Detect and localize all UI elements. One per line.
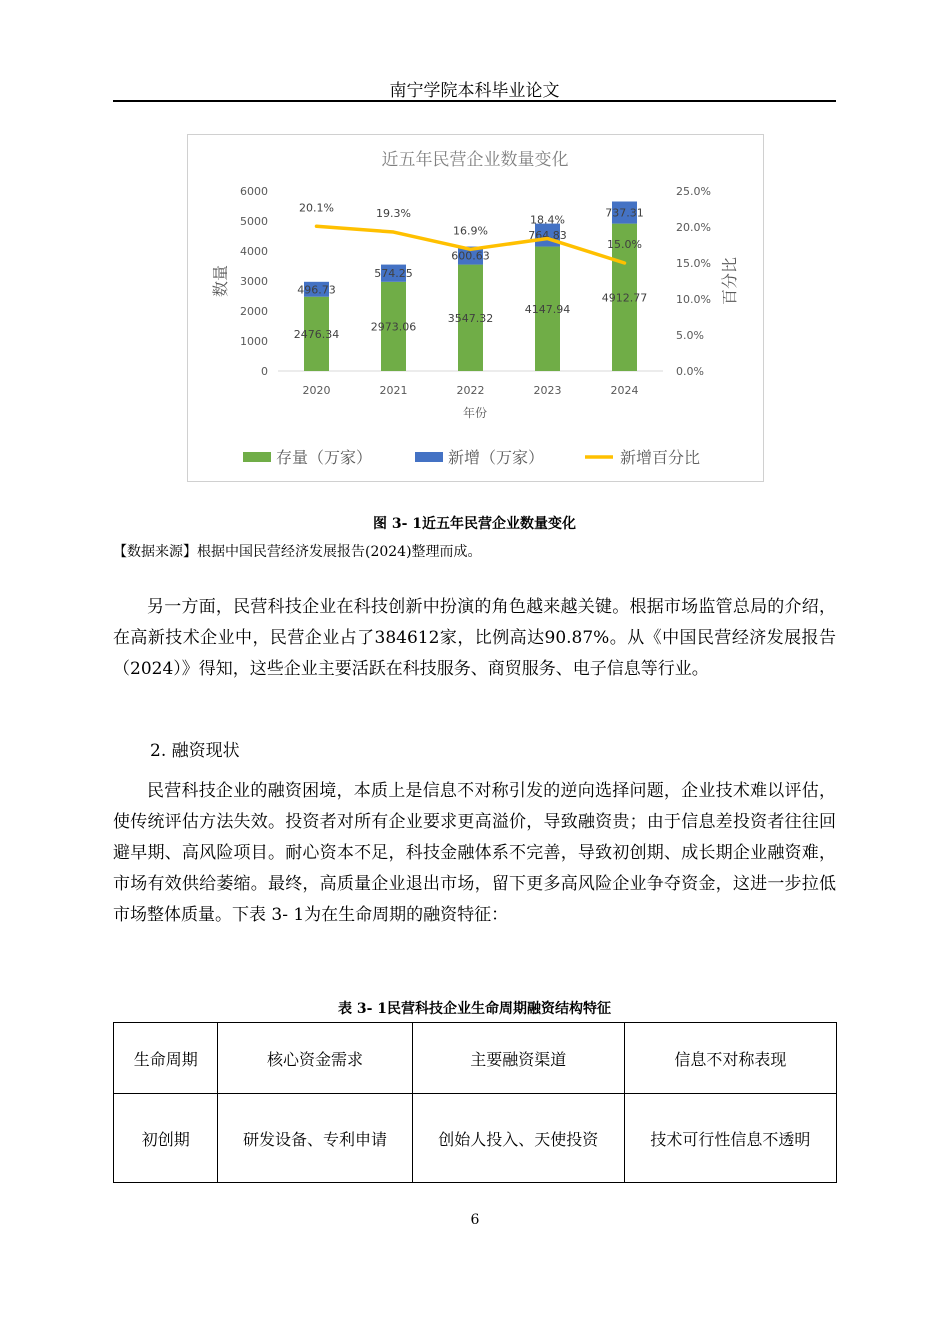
y2-tick-label: 5.0% — [676, 329, 704, 342]
chart-title: 近五年民营企业数量变化 — [381, 150, 569, 170]
y2-tick-label: 15.0% — [676, 257, 711, 270]
table-header-cell: 主要融资渠道 — [412, 1023, 624, 1094]
table-header-row — [114, 1023, 837, 1094]
y-tick-label: 2000 — [240, 305, 268, 318]
financing-table — [113, 1022, 837, 1183]
y-tick-label: 5000 — [240, 215, 268, 228]
figure-caption: 图 3- 1近五年民营企业数量变化 — [372, 516, 577, 532]
y2-tick-label: 10.0% — [676, 293, 711, 306]
page-number: 6 — [470, 1212, 480, 1228]
paragraph-2-text: 民营科技企业的融资困境，本质上是信息不对称引发的逆向选择问题，企业技术难以评估，使传统评估方法失效。投资者对所有企业要求更高溢价，导致融资贵；由于信息差投资者往往回避早期、高风险项目。耐心资本不足，科技金融体系不完善，导致初创期、成长期企业融资难，市场有效供给萎缩。最终，高质量企业退出市场，留下更多高风险企业争夺资金，这进一步拉低市场整体质量。下表 3- 1为在生命周期的融资特征： — [113, 781, 836, 925]
legend-swatch-added — [415, 452, 443, 462]
line-percent-label: 15.0% — [607, 238, 642, 251]
paragraph-1 — [113, 592, 836, 685]
bar-stock-label: 2973.06 — [370, 320, 417, 334]
table-caption: 表 3- 1民营科技企业生命周期融资结构特征 — [337, 1001, 612, 1017]
x-axis-title: 年份 — [462, 406, 488, 420]
legend-swatch-stock — [243, 452, 271, 462]
page-header: 南宁学院本科毕业论文 — [389, 81, 560, 101]
bar-added-label: 737.31 — [605, 206, 644, 220]
bar-added-label: 600.63 — [451, 249, 490, 263]
header-rule — [113, 100, 836, 102]
y2-tick-label: 20.0% — [676, 221, 711, 234]
table-row — [114, 1094, 837, 1183]
bar-stock-label: 4147.94 — [524, 302, 571, 316]
line-percent-label: 16.9% — [453, 224, 488, 238]
x-tick-label: 2023 — [533, 384, 562, 397]
table-header-cell: 信息不对称表现 — [624, 1023, 836, 1094]
bar-added-label: 574.25 — [374, 267, 413, 281]
bar-added-label: 764.83 — [528, 229, 567, 243]
y-tick-label: 4000 — [240, 245, 268, 258]
bar-stock-label: 3547.32 — [447, 311, 494, 325]
y-tick-label: 1000 — [240, 335, 268, 348]
y-tick-label: 0 — [261, 365, 268, 378]
line-percent-label: 18.4% — [530, 213, 565, 227]
y2-axis-title: 百分比 — [720, 256, 739, 306]
bar-stock-label: 2476.34 — [293, 327, 340, 341]
legend-label-stock: 存量（万家） — [276, 448, 373, 467]
chart-svg — [188, 135, 763, 481]
figure-source: 【数据来源】根据中国民营经济发展报告(2024)整理而成。 — [113, 544, 482, 560]
paragraph-2 — [113, 776, 836, 931]
x-tick-label: 2020 — [302, 384, 331, 397]
bar-added-label: 496.73 — [297, 283, 336, 297]
y2-tick-label: 0.0% — [676, 365, 704, 378]
table-cell: 技术可行性信息不透明 — [624, 1094, 836, 1183]
y-tick-label: 3000 — [240, 275, 268, 288]
x-tick-label: 2022 — [456, 384, 485, 397]
legend-label-added: 新增（万家） — [448, 448, 545, 467]
paragraph-1-text: 另一方面，民营科技企业在科技创新中扮演的角色越来越关键。根据市场监管总局的介绍，在高新技术企业中，民营企业占了384612家，比例高达90.87%。从《中国民营经济发展报告（2024）》得知，这些企业主要活跃在科技服务、商贸服务、电子信息等行业。 — [113, 597, 836, 679]
chart-figure — [187, 134, 764, 482]
table-header-cell: 生命周期 — [114, 1023, 218, 1094]
section-heading: 2. 融资现状 — [150, 741, 240, 761]
table-header-cell: 核心资金需求 — [218, 1023, 412, 1094]
x-tick-label: 2024 — [610, 384, 639, 397]
legend-label-percent: 新增百分比 — [620, 448, 701, 467]
x-tick-label: 2021 — [379, 384, 408, 397]
table-cell: 研发设备、专利申请 — [218, 1094, 412, 1183]
table-cell: 创始人投入、天使投资 — [412, 1094, 624, 1183]
line-percent-label: 20.1% — [299, 201, 334, 215]
bar-stock-label: 4912.77 — [601, 291, 648, 305]
y2-tick-label: 25.0% — [676, 185, 711, 198]
y-tick-label: 6000 — [240, 185, 268, 198]
table-cell: 初创期 — [114, 1094, 218, 1183]
y-axis-title: 数量 — [211, 264, 230, 298]
line-percent-label: 19.3% — [376, 207, 411, 221]
